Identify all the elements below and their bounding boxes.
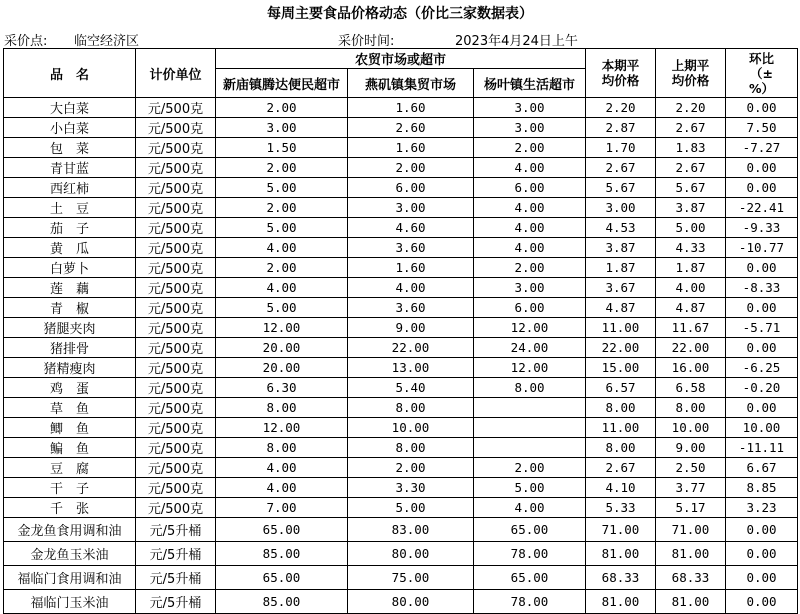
time-value: 2023年4月24日上午 <box>455 34 578 49</box>
market3-price-cell: 5.00 <box>474 478 586 498</box>
product-name-cell: 大白菜 <box>4 98 136 118</box>
market3-price-cell: 6.00 <box>474 298 586 318</box>
market1-price-cell: 5.00 <box>216 178 348 198</box>
market1-price-cell: 85.00 <box>216 542 348 566</box>
unit-cell: 元/500克 <box>136 98 216 118</box>
market3-price-cell: 2.00 <box>474 258 586 278</box>
market2-price-cell: 9.00 <box>348 318 474 338</box>
current-avg-cell: 22.00 <box>586 338 656 358</box>
previous-avg-cell: 81.00 <box>656 590 726 614</box>
previous-avg-cell: 1.83 <box>656 138 726 158</box>
market3-price-cell: 65.00 <box>474 518 586 542</box>
header-unit: 计价单位 <box>136 49 216 98</box>
location-value: 临空经济区 <box>74 34 140 49</box>
market1-price-cell: 2.00 <box>216 98 348 118</box>
change-cell: 0.00 <box>726 298 798 318</box>
header-market-group: 农贸市场或超市 <box>216 49 586 69</box>
previous-avg-cell: 68.33 <box>656 566 726 590</box>
table-row <box>4 438 798 458</box>
market1-price-cell: 85.00 <box>216 590 348 614</box>
market3-price-cell: 65.00 <box>474 566 586 590</box>
current-avg-cell: 4.10 <box>586 478 656 498</box>
previous-avg-cell: 3.87 <box>656 198 726 218</box>
market1-price-cell: 20.00 <box>216 338 348 358</box>
market1-price-cell: 12.00 <box>216 418 348 438</box>
unit-cell: 元/500克 <box>136 498 216 518</box>
market3-price-cell: 3.00 <box>474 118 586 138</box>
unit-cell: 元/500克 <box>136 398 216 418</box>
change-cell: 0.00 <box>726 338 798 358</box>
market2-price-cell: 2.00 <box>348 158 474 178</box>
change-cell: -9.33 <box>726 218 798 238</box>
product-name-cell: 福临门玉米油 <box>4 590 136 614</box>
current-avg-cell: 15.00 <box>586 358 656 378</box>
previous-avg-cell: 4.87 <box>656 298 726 318</box>
market3-price-cell: 12.00 <box>474 318 586 338</box>
header-previous-avg: 上期平均价格 <box>656 49 726 98</box>
product-name-cell: 黄 瓜 <box>4 238 136 258</box>
market2-price-cell: 80.00 <box>348 590 474 614</box>
unit-cell: 元/500克 <box>136 298 216 318</box>
current-avg-cell: 4.53 <box>586 218 656 238</box>
product-name-cell: 福临门食用调和油 <box>4 566 136 590</box>
unit-cell: 元/500克 <box>136 438 216 458</box>
market1-price-cell: 2.00 <box>216 258 348 278</box>
change-cell: 0.00 <box>726 542 798 566</box>
table-row <box>4 498 798 518</box>
market1-price-cell: 8.00 <box>216 398 348 418</box>
unit-cell: 元/500克 <box>136 458 216 478</box>
current-avg-cell: 11.00 <box>586 318 656 338</box>
info-bar <box>0 28 800 48</box>
header-change: 环比（±%） <box>726 49 798 98</box>
market2-price-cell: 1.60 <box>348 138 474 158</box>
market2-price-cell: 1.60 <box>348 98 474 118</box>
current-avg-cell: 8.00 <box>586 438 656 458</box>
product-name-cell: 豆 腐 <box>4 458 136 478</box>
table-body <box>4 98 798 614</box>
market2-price-cell: 75.00 <box>348 566 474 590</box>
market1-price-cell: 4.00 <box>216 458 348 478</box>
market3-price-cell <box>474 438 586 458</box>
unit-cell: 元/500克 <box>136 178 216 198</box>
current-avg-cell: 3.00 <box>586 198 656 218</box>
header-market1: 新庙镇腾达便民超市 <box>216 69 348 98</box>
table-row <box>4 278 798 298</box>
product-name-cell: 鸡 蛋 <box>4 378 136 398</box>
time-label: 采价时间: <box>338 34 395 49</box>
market3-price-cell <box>474 418 586 438</box>
current-avg-cell: 1.87 <box>586 258 656 278</box>
market1-price-cell: 5.00 <box>216 298 348 318</box>
unit-cell: 元/500克 <box>136 358 216 378</box>
market1-price-cell: 2.00 <box>216 198 348 218</box>
market1-price-cell: 4.00 <box>216 238 348 258</box>
market2-price-cell: 83.00 <box>348 518 474 542</box>
market1-price-cell: 20.00 <box>216 358 348 378</box>
table-row <box>4 418 798 438</box>
product-name-cell: 白萝卜 <box>4 258 136 278</box>
previous-avg-cell: 5.67 <box>656 178 726 198</box>
current-avg-cell: 2.67 <box>586 158 656 178</box>
unit-cell: 元/5升桶 <box>136 590 216 614</box>
current-avg-cell: 1.70 <box>586 138 656 158</box>
previous-avg-cell: 22.00 <box>656 338 726 358</box>
market2-price-cell: 3.30 <box>348 478 474 498</box>
market1-price-cell: 7.00 <box>216 498 348 518</box>
product-name-cell: 猪排骨 <box>4 338 136 358</box>
previous-avg-cell: 8.00 <box>656 398 726 418</box>
table-row <box>4 358 798 378</box>
table-row <box>4 566 798 590</box>
market2-price-cell: 22.00 <box>348 338 474 358</box>
header-market2: 燕矶镇集贸市场 <box>348 69 474 98</box>
market2-price-cell: 3.00 <box>348 198 474 218</box>
previous-avg-cell: 81.00 <box>656 542 726 566</box>
market1-price-cell: 65.00 <box>216 566 348 590</box>
market3-price-cell: 4.00 <box>474 158 586 178</box>
table-row <box>4 478 798 498</box>
market3-price-cell: 78.00 <box>474 542 586 566</box>
previous-avg-cell: 16.00 <box>656 358 726 378</box>
change-cell: 8.85 <box>726 478 798 498</box>
current-avg-cell: 2.67 <box>586 458 656 478</box>
market3-price-cell: 3.00 <box>474 278 586 298</box>
change-cell: -5.71 <box>726 318 798 338</box>
product-name-cell: 干 子 <box>4 478 136 498</box>
current-avg-cell: 5.33 <box>586 498 656 518</box>
table-row <box>4 138 798 158</box>
market3-price-cell: 6.00 <box>474 178 586 198</box>
table-row <box>4 378 798 398</box>
product-name-cell: 鲫 鱼 <box>4 418 136 438</box>
table-row <box>4 542 798 566</box>
market2-price-cell: 3.60 <box>348 238 474 258</box>
market3-price-cell: 2.00 <box>474 138 586 158</box>
table-row <box>4 590 798 614</box>
table-row <box>4 458 798 478</box>
unit-cell: 元/500克 <box>136 418 216 438</box>
previous-avg-cell: 2.67 <box>656 158 726 178</box>
unit-cell: 元/500克 <box>136 318 216 338</box>
current-avg-cell: 5.67 <box>586 178 656 198</box>
change-cell: -6.25 <box>726 358 798 378</box>
unit-cell: 元/5升桶 <box>136 518 216 542</box>
change-cell: 0.00 <box>726 590 798 614</box>
previous-avg-cell: 10.00 <box>656 418 726 438</box>
product-name-cell: 土 豆 <box>4 198 136 218</box>
unit-cell: 元/500克 <box>136 238 216 258</box>
market2-price-cell: 80.00 <box>348 542 474 566</box>
unit-cell: 元/500克 <box>136 258 216 278</box>
table-row <box>4 158 798 178</box>
market2-price-cell: 8.00 <box>348 438 474 458</box>
market2-price-cell: 1.60 <box>348 258 474 278</box>
product-name-cell: 青 椒 <box>4 298 136 318</box>
change-cell: -11.11 <box>726 438 798 458</box>
table-row <box>4 258 798 278</box>
change-cell: 0.00 <box>726 518 798 542</box>
market1-price-cell: 65.00 <box>216 518 348 542</box>
change-cell: 0.00 <box>726 398 798 418</box>
previous-avg-cell: 2.20 <box>656 98 726 118</box>
current-avg-cell: 4.87 <box>586 298 656 318</box>
current-avg-cell: 6.57 <box>586 378 656 398</box>
change-cell: 0.00 <box>726 258 798 278</box>
change-cell: 0.00 <box>726 158 798 178</box>
header-market3: 杨叶镇生活超市 <box>474 69 586 98</box>
unit-cell: 元/5升桶 <box>136 566 216 590</box>
market3-price-cell: 4.00 <box>474 498 586 518</box>
market2-price-cell: 6.00 <box>348 178 474 198</box>
price-table <box>3 48 798 614</box>
market1-price-cell: 12.00 <box>216 318 348 338</box>
table-row <box>4 518 798 542</box>
previous-avg-cell: 11.67 <box>656 318 726 338</box>
current-avg-cell: 11.00 <box>586 418 656 438</box>
product-name-cell: 茄 子 <box>4 218 136 238</box>
market1-price-cell: 5.00 <box>216 218 348 238</box>
change-cell: -10.77 <box>726 238 798 258</box>
current-avg-cell: 71.00 <box>586 518 656 542</box>
previous-avg-cell: 4.00 <box>656 278 726 298</box>
market3-price-cell <box>474 398 586 418</box>
current-avg-cell: 81.00 <box>586 590 656 614</box>
table-row <box>4 338 798 358</box>
product-name-cell: 金龙鱼玉米油 <box>4 542 136 566</box>
current-avg-cell: 3.67 <box>586 278 656 298</box>
market2-price-cell: 3.60 <box>348 298 474 318</box>
market3-price-cell: 78.00 <box>474 590 586 614</box>
current-avg-cell: 8.00 <box>586 398 656 418</box>
market1-price-cell: 4.00 <box>216 478 348 498</box>
market3-price-cell: 4.00 <box>474 238 586 258</box>
current-avg-cell: 2.87 <box>586 118 656 138</box>
current-avg-cell: 2.20 <box>586 98 656 118</box>
unit-cell: 元/500克 <box>136 198 216 218</box>
page-title: 每周主要食品价格动态（价比三家数据表） <box>267 6 533 22</box>
market1-price-cell: 6.30 <box>216 378 348 398</box>
market2-price-cell: 8.00 <box>348 398 474 418</box>
table-row <box>4 218 798 238</box>
market1-price-cell: 8.00 <box>216 438 348 458</box>
header-product: 品 名 <box>4 49 136 98</box>
change-cell: 0.00 <box>726 178 798 198</box>
change-cell: 0.00 <box>726 566 798 590</box>
change-cell: 6.67 <box>726 458 798 478</box>
unit-cell: 元/500克 <box>136 478 216 498</box>
table-row <box>4 118 798 138</box>
unit-cell: 元/500克 <box>136 138 216 158</box>
header-current-avg: 本期平均价格 <box>586 49 656 98</box>
market1-price-cell: 4.00 <box>216 278 348 298</box>
table-row <box>4 98 798 118</box>
previous-avg-cell: 2.67 <box>656 118 726 138</box>
product-name-cell: 金龙鱼食用调和油 <box>4 518 136 542</box>
product-name-cell: 包 菜 <box>4 138 136 158</box>
product-name-cell: 莲 藕 <box>4 278 136 298</box>
product-name-cell: 青甘蓝 <box>4 158 136 178</box>
market3-price-cell: 2.00 <box>474 458 586 478</box>
unit-cell: 元/500克 <box>136 218 216 238</box>
change-cell: 7.50 <box>726 118 798 138</box>
table-row <box>4 178 798 198</box>
current-avg-cell: 3.87 <box>586 238 656 258</box>
product-name-cell: 猪腿夹肉 <box>4 318 136 338</box>
market3-price-cell: 12.00 <box>474 358 586 378</box>
market2-price-cell: 5.00 <box>348 498 474 518</box>
unit-cell: 元/500克 <box>136 118 216 138</box>
product-name-cell: 西红柿 <box>4 178 136 198</box>
current-avg-cell: 68.33 <box>586 566 656 590</box>
product-name-cell: 千 张 <box>4 498 136 518</box>
previous-avg-cell: 5.00 <box>656 218 726 238</box>
market3-price-cell: 4.00 <box>474 198 586 218</box>
change-cell: 0.00 <box>726 98 798 118</box>
previous-avg-cell: 4.33 <box>656 238 726 258</box>
unit-cell: 元/5升桶 <box>136 542 216 566</box>
previous-avg-cell: 2.50 <box>656 458 726 478</box>
market2-price-cell: 4.60 <box>348 218 474 238</box>
market2-price-cell: 13.00 <box>348 358 474 378</box>
product-name-cell: 草 鱼 <box>4 398 136 418</box>
table-row <box>4 238 798 258</box>
market2-price-cell: 5.40 <box>348 378 474 398</box>
market2-price-cell: 10.00 <box>348 418 474 438</box>
product-name-cell: 鳊 鱼 <box>4 438 136 458</box>
unit-cell: 元/500克 <box>136 378 216 398</box>
location-label: 采价点: <box>4 34 48 49</box>
market2-price-cell: 2.00 <box>348 458 474 478</box>
previous-avg-cell: 6.58 <box>656 378 726 398</box>
change-cell: 10.00 <box>726 418 798 438</box>
market1-price-cell: 3.00 <box>216 118 348 138</box>
table-row <box>4 298 798 318</box>
unit-cell: 元/500克 <box>136 278 216 298</box>
market2-price-cell: 2.60 <box>348 118 474 138</box>
market1-price-cell: 2.00 <box>216 158 348 178</box>
previous-avg-cell: 9.00 <box>656 438 726 458</box>
market3-price-cell: 3.00 <box>474 98 586 118</box>
previous-avg-cell: 5.17 <box>656 498 726 518</box>
table-row <box>4 398 798 418</box>
market3-price-cell: 8.00 <box>474 378 586 398</box>
change-cell: -22.41 <box>726 198 798 218</box>
market3-price-cell: 4.00 <box>474 218 586 238</box>
market2-price-cell: 4.00 <box>348 278 474 298</box>
market3-price-cell: 24.00 <box>474 338 586 358</box>
product-name-cell: 小白菜 <box>4 118 136 138</box>
previous-avg-cell: 1.87 <box>656 258 726 278</box>
unit-cell: 元/500克 <box>136 338 216 358</box>
product-name-cell: 猪精瘦肉 <box>4 358 136 378</box>
change-cell: 3.23 <box>726 498 798 518</box>
previous-avg-cell: 71.00 <box>656 518 726 542</box>
previous-avg-cell: 3.77 <box>656 478 726 498</box>
change-cell: -8.33 <box>726 278 798 298</box>
unit-cell: 元/500克 <box>136 158 216 178</box>
change-cell: -0.20 <box>726 378 798 398</box>
table-row <box>4 318 798 338</box>
current-avg-cell: 81.00 <box>586 542 656 566</box>
change-cell: -7.27 <box>726 138 798 158</box>
market1-price-cell: 1.50 <box>216 138 348 158</box>
table-row <box>4 198 798 218</box>
